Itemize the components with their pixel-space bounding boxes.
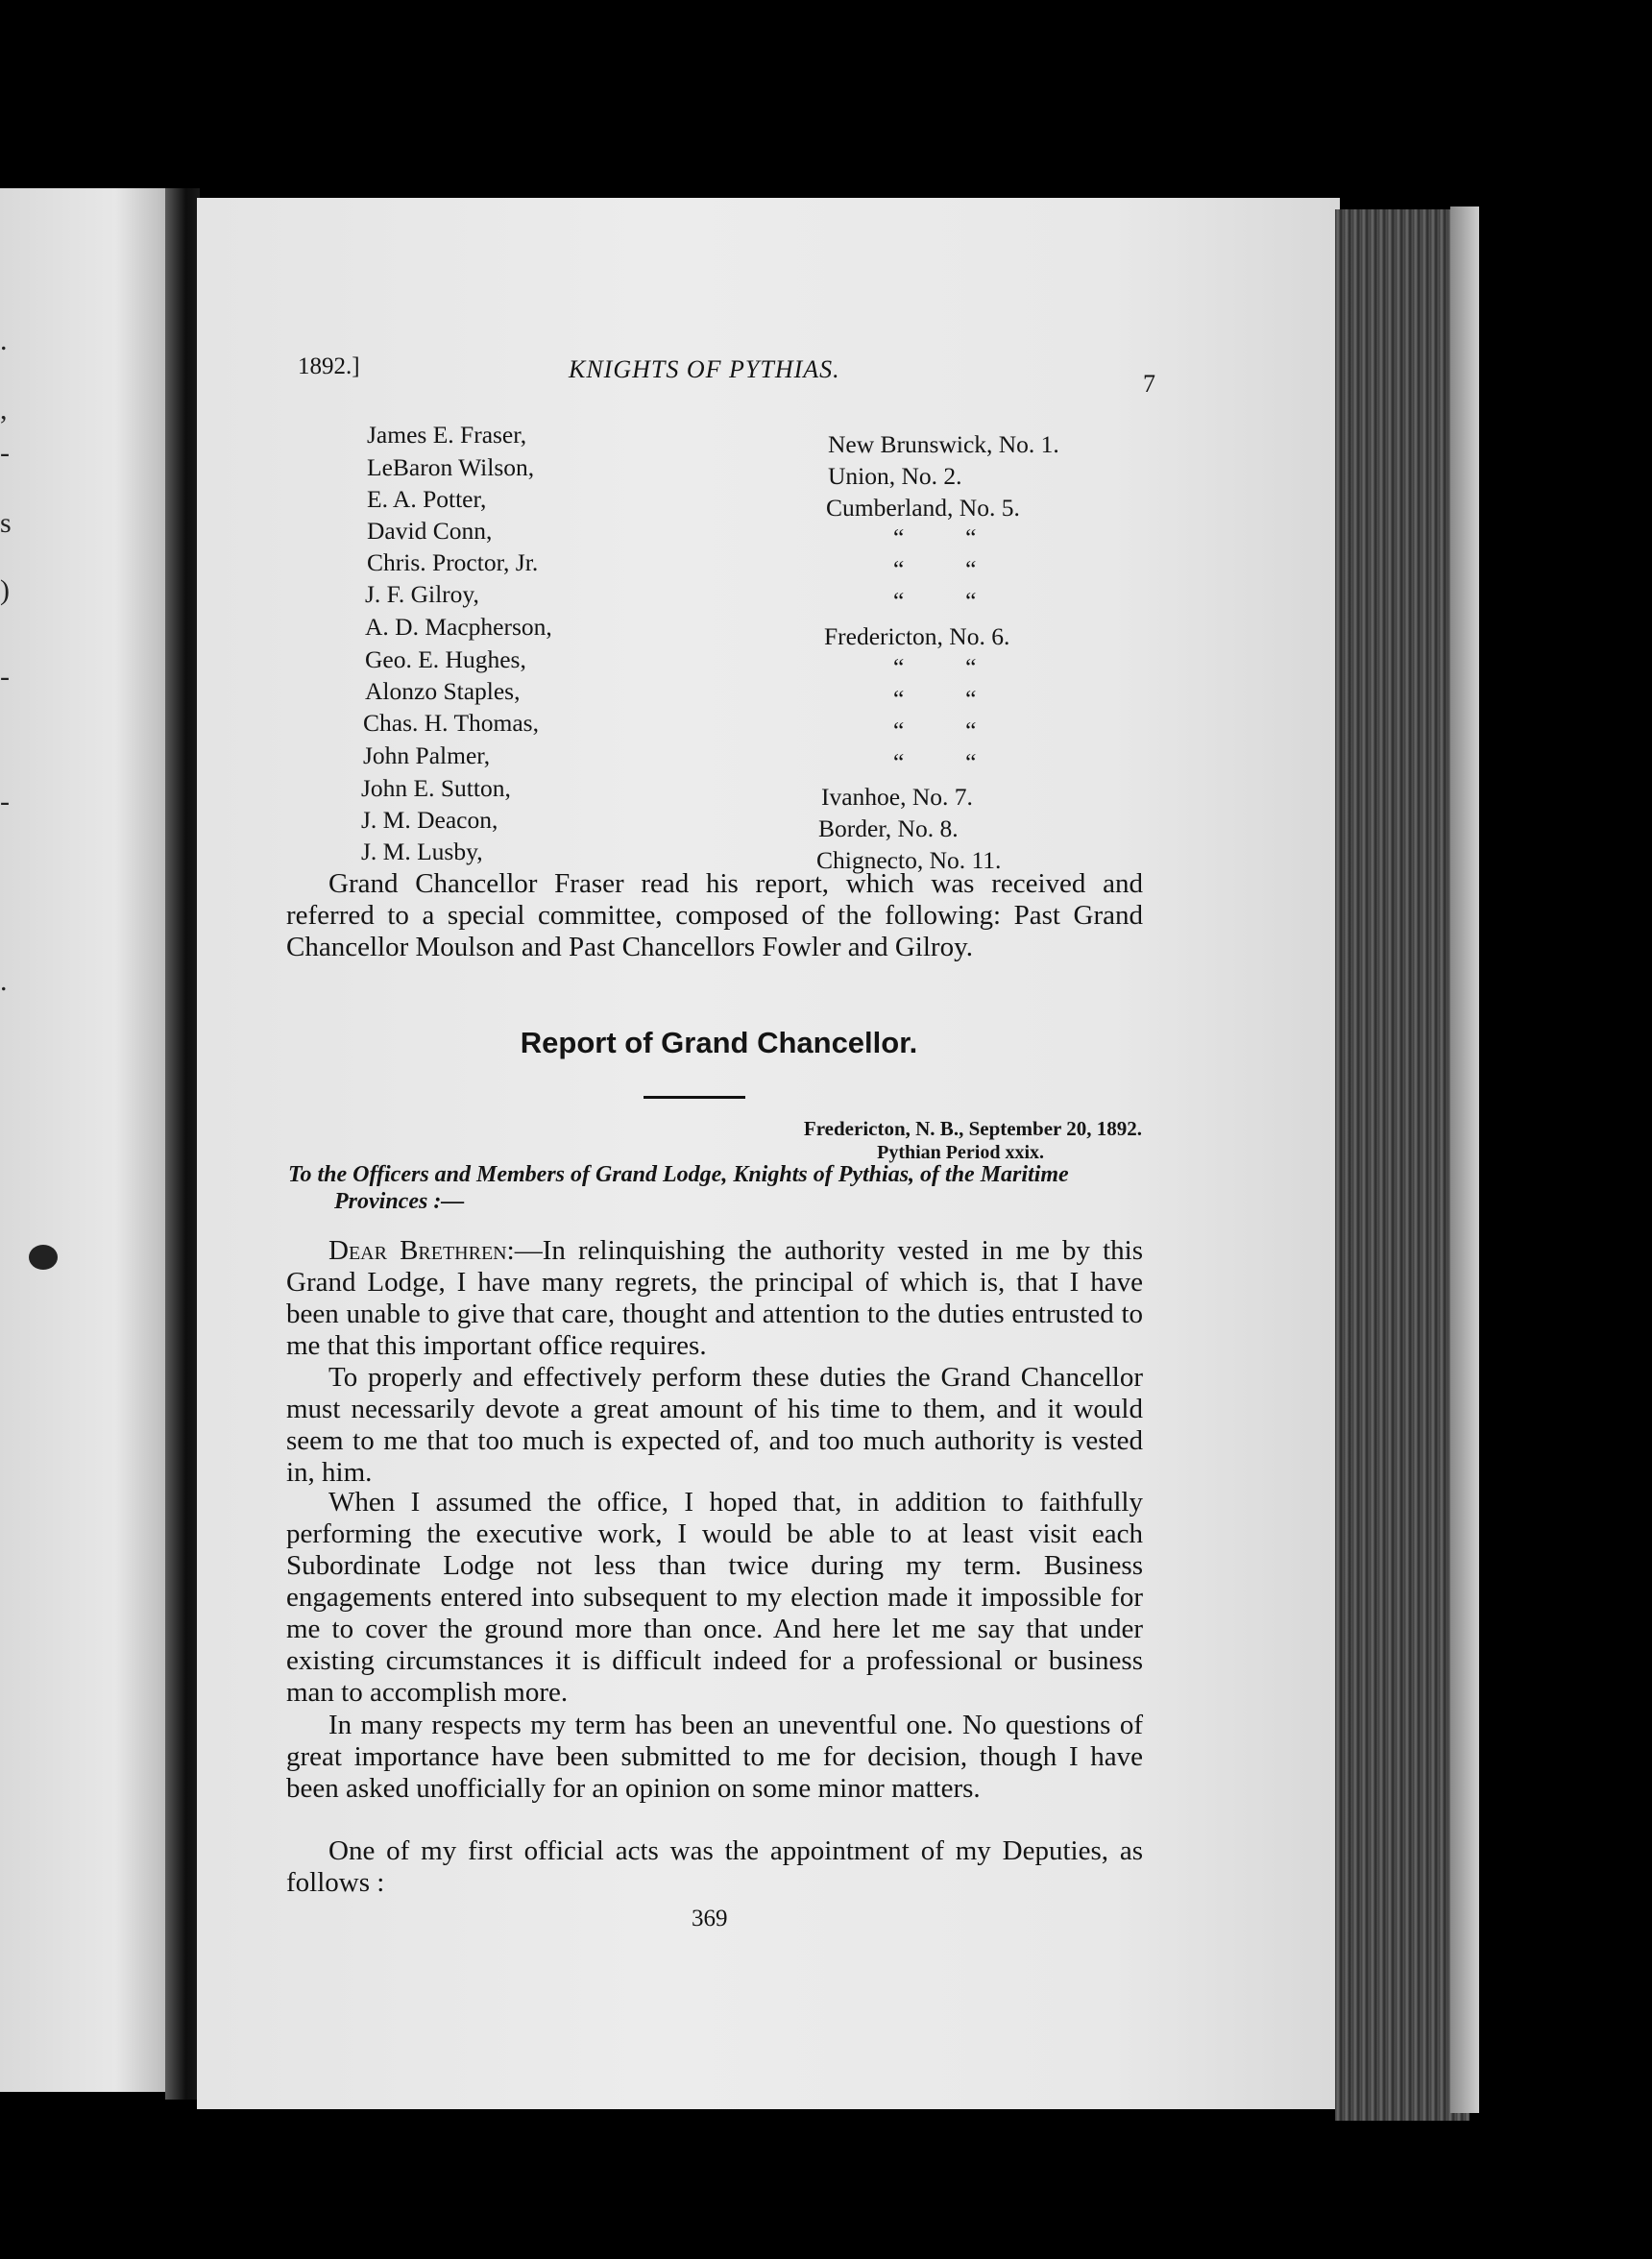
facing-page-fragment: - <box>0 437 10 469</box>
member-lodge: Fredericton, No. 6. <box>824 622 1010 650</box>
member-lodge: Cumberland, No. 5. <box>826 494 1020 522</box>
facing-page-fragment: s <box>0 507 12 539</box>
member-name: Chris. Proctor, Jr. <box>367 548 539 576</box>
member-lodge-ditto: “ “ <box>893 685 977 713</box>
book-gutter <box>165 188 200 2100</box>
address-continuation: Provinces :— <box>334 1189 465 1214</box>
member-name: David Conn, <box>367 517 493 545</box>
member-name: J. M. Deacon, <box>361 806 498 834</box>
member-name: J. F. Gilroy, <box>365 580 479 608</box>
member-lodge: Chignecto, No. 11. <box>816 846 1002 874</box>
member-name: E. A. Potter, <box>367 485 487 513</box>
facing-page-fragment: - <box>0 661 10 692</box>
running-head-title: KNIGHTS OF PYTHIAS. <box>569 355 840 383</box>
member-name: John Palmer, <box>363 741 491 769</box>
address-text: To the Officers and Members of Grand Lodge, Knights of Pythias, of the Maritime <box>288 1162 1069 1187</box>
member-lodge: New Brunswick, No. 1. <box>828 430 1059 458</box>
intro-paragraph: Grand Chancellor Fraser read his report, which was received and referred to a special committee, composed of the following: Past Grand Chancellor Moulson and Past Chancellors Fowler and Gilroy. <box>286 868 1143 962</box>
member-name: John E. Sutton, <box>361 774 511 802</box>
address-line <box>288 1161 1145 1215</box>
running-head-year: 1892.] <box>298 353 360 379</box>
facing-page-fragment: - <box>0 786 10 817</box>
member-lodge-ditto: “ “ <box>893 717 977 744</box>
member-lodge-ditto: “ “ <box>893 748 977 776</box>
facing-page <box>0 188 165 2092</box>
facing-page-fragment: , <box>0 394 8 425</box>
report-heading: Report of Grand Chancellor. <box>520 1026 918 1059</box>
member-lodge: Union, No. 2. <box>828 462 962 490</box>
member-name: Geo. E. Hughes, <box>365 645 526 673</box>
folio-number: 369 <box>692 1906 728 1931</box>
ink-blot <box>29 1245 58 1270</box>
report-paragraph: One of my first official acts was the appointment of my Deputies, as follows : <box>286 1835 1143 1898</box>
report-paragraph: In many respects my term has been an uneventful one. No questions of great importance have been submitted to me for decision, though I have been asked unofficially for an opinion on some minor matters. <box>286 1710 1143 1804</box>
member-lodge: Ivanhoe, No. 7. <box>821 783 973 811</box>
member-lodge-ditto: “ “ <box>893 587 977 615</box>
heading-rule <box>644 1096 745 1099</box>
member-name: Chas. H. Thomas, <box>363 709 539 737</box>
member-name: James E. Fraser, <box>367 421 527 449</box>
member-name: J. M. Lusby, <box>361 838 483 865</box>
facing-page-fragment: ) <box>0 574 10 606</box>
salutation: Dear Brethren <box>328 1235 507 1266</box>
facing-page-fragment: . <box>0 965 8 997</box>
member-name: LeBaron Wilson, <box>367 453 535 481</box>
page-edges <box>1335 209 1470 2121</box>
pythian-period: Pythian Period xxix. <box>877 1142 1044 1163</box>
member-lodge-ditto: “ “ <box>893 653 977 681</box>
page-number: 7 <box>1143 370 1155 398</box>
facing-page-fragment: . <box>0 325 8 356</box>
report-paragraph: To properly and effectively perform these duties the Grand Chancellor must necessarily devote a great amount of his time to them, and it would seem to me that too much is expected of, and too much authority is vested in, him. <box>286 1362 1143 1488</box>
report-paragraph: Dear Brethren:—In relinquishing the authority vested in me by this Grand Lodge, I have many regrets, the principal of which is, that I have been unable to give that care, thought and attention to the duties entrusted to me that this important office requires. <box>286 1235 1143 1361</box>
page-edge-highlight <box>1450 206 1479 2113</box>
member-lodge: Border, No. 8. <box>818 814 959 842</box>
member-name: A. D. Macpherson, <box>365 613 552 641</box>
dateline: Fredericton, N. B., September 20, 1892. <box>803 1117 1142 1140</box>
report-paragraph: When I assumed the office, I hoped that, in addition to faithfully performing the executive work, I would be able to at least visit each Subordinate Lodge not less than twice during my term. Business engagements entered into subsequent to my election made it impossible for me to cover the ground more than once. And here let me say that under existing circumstances it is difficult indeed for a professional or business man to accomplish more. <box>286 1487 1143 1708</box>
member-lodge-ditto: “ “ <box>893 555 977 583</box>
member-name: Alonzo Staples, <box>365 677 521 705</box>
member-lodge-ditto: “ “ <box>893 523 977 551</box>
